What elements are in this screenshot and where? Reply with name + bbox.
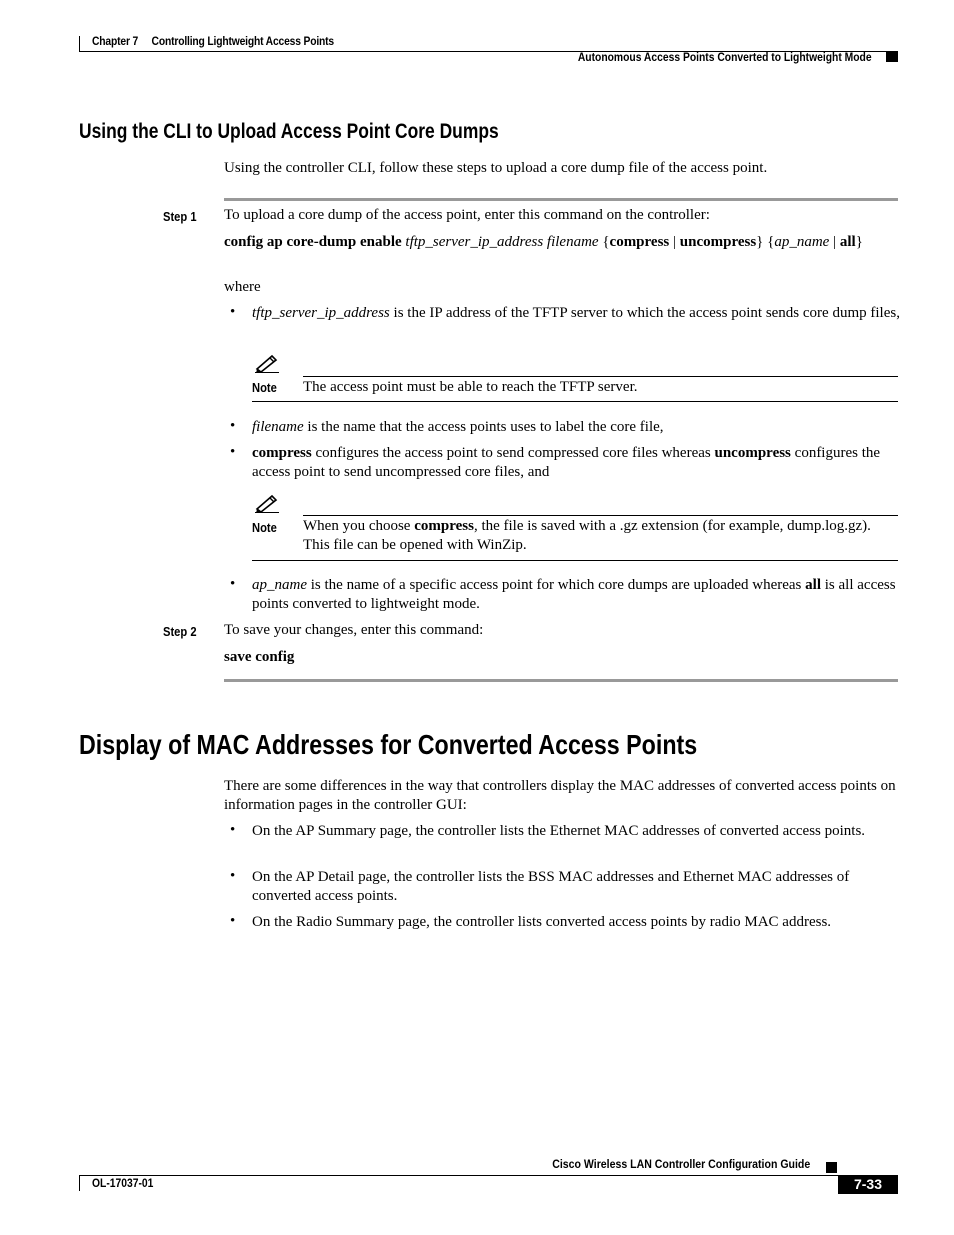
step2-text: To save your changes, enter this command: <box>224 622 484 638</box>
command-syntax <box>224 233 900 252</box>
bullet-dot: • <box>230 576 236 592</box>
desc: is the name that the access points uses to label the core file, <box>303 419 664 435</box>
section-heading: Using the CLI to Upload Access Point Core Dumps <box>79 120 499 143</box>
chapter-title: Controlling Lightweight Access Points <box>151 34 335 48</box>
step1-text: To upload a core dump of the access point, enter this command on the controller: <box>224 207 710 223</box>
save-config-command: save config <box>224 649 295 665</box>
cmd-args: tftp_server_ip_address filename <box>405 234 599 250</box>
procedure-top-rule <box>224 198 898 201</box>
note-label: Note <box>252 520 277 535</box>
note-bottom-rule <box>252 560 898 561</box>
note-label: Note <box>252 380 277 395</box>
header-chapter <box>92 34 334 48</box>
term: tftp_server_ip_address <box>252 305 390 321</box>
term: uncompress <box>714 445 791 461</box>
brace: } { <box>756 234 775 250</box>
footer-rule <box>79 1175 898 1176</box>
step2-label: Step 2 <box>163 624 197 639</box>
section-intro: Using the controller CLI, follow these steps to upload a core dump file of the access point. <box>224 160 768 176</box>
bullet-ap-name <box>252 576 900 614</box>
term: compress <box>414 518 474 534</box>
page-number: 7-33 <box>838 1175 898 1194</box>
major-heading: Display of MAC Addresses for Converted Access Points <box>79 729 698 760</box>
cmd-enable: config ap core-dump enable <box>224 234 402 250</box>
section2-intro: There are some differences in the way that controllers display the MAC addresses of converted access points on information pages in the controller GUI: <box>224 778 896 813</box>
note-top-rule <box>303 515 898 516</box>
brace: } <box>855 234 863 250</box>
footer-left-bar <box>79 1175 80 1191</box>
term: compress <box>252 445 312 461</box>
bullet-dot: • <box>230 868 236 884</box>
desc: is all access points converted to lightweight mode. <box>252 577 896 612</box>
footer-guide-title: Cisco Wireless LAN Controller Configuration Guide <box>551 1157 810 1171</box>
header-section-title: Autonomous Access Points Converted to Lightweight Mode <box>578 50 872 64</box>
cmd-uncompress: uncompress <box>679 234 757 250</box>
note-text <box>303 517 897 555</box>
bullet-dot: • <box>230 304 236 320</box>
where-text: where <box>224 279 261 295</box>
footer-square <box>826 1162 837 1173</box>
note-top-rule <box>303 376 898 377</box>
pipe: | <box>673 234 677 250</box>
step1-label: Step 1 <box>163 209 197 224</box>
header-left-bar <box>79 36 80 52</box>
note-pencil-icon <box>254 353 280 373</box>
chapter-number: Chapter 7 <box>92 34 139 48</box>
desc: configures the access point to send uncompressed core files, and <box>252 445 881 480</box>
bullet-dot: • <box>230 418 236 434</box>
note-text: The access point must be able to reach the TFTP server. <box>303 379 638 395</box>
desc: is the IP address of the TFTP server to which the access point sends core dump files, <box>389 305 900 321</box>
bullet-ap-summary: On the AP Summary page, the controller lists the Ethernet MAC addresses of converted access points. <box>252 823 866 839</box>
procedure-bottom-rule <box>224 679 898 682</box>
cmd-all: all <box>839 234 856 250</box>
header-square <box>886 51 898 62</box>
bullet-filename <box>252 418 900 437</box>
term: all <box>805 577 821 593</box>
bullet-ap-detail: On the AP Detail page, the controller lists the BSS MAC addresses and Ethernet MAC addresses of converted access points. <box>252 869 850 904</box>
bullet-dot: • <box>230 444 236 460</box>
bullet-dot: • <box>230 822 236 838</box>
bullet-radio-summary: On the Radio Summary page, the controller lists converted access points by radio MAC address. <box>252 914 832 930</box>
brace: { <box>602 234 610 250</box>
footer-doc-number: OL-17037-01 <box>92 1176 154 1190</box>
term: filename <box>252 419 304 435</box>
note-pencil-icon <box>254 493 280 513</box>
note-bottom-rule <box>252 401 898 402</box>
desc: When you choose <box>303 518 415 534</box>
desc: , the file is saved with a .gz extension (for example, dump.log.gz). This file can be opened with WinZip. <box>303 518 871 553</box>
bullet-compress <box>252 444 900 482</box>
cmd-compress: compress <box>609 234 670 250</box>
cmd-ap-name: ap_name <box>774 234 830 250</box>
term: ap_name <box>252 577 307 593</box>
bullet-tftp <box>252 304 900 323</box>
desc: configures the access point to send compressed core files whereas <box>311 445 715 461</box>
desc: is the name of a specific access point for which core dumps are uploaded whereas <box>307 577 806 593</box>
pipe: | <box>833 234 837 250</box>
bullet-dot: • <box>230 913 236 929</box>
